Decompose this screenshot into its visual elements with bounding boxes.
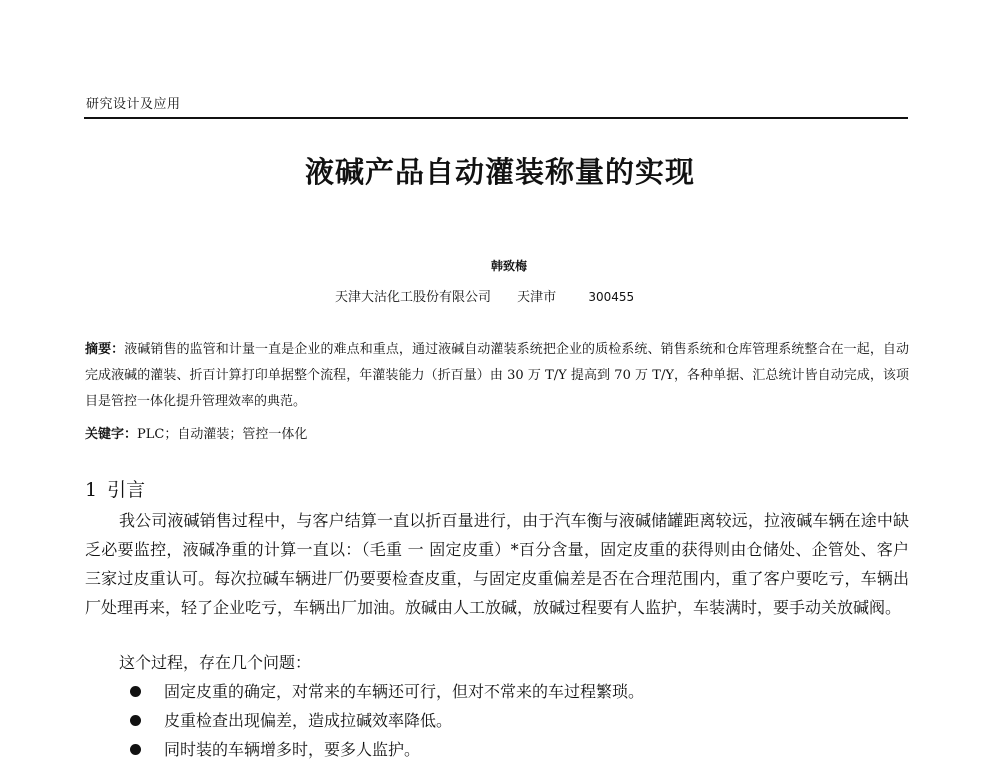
running-head: 研究设计及应用	[86, 97, 181, 112]
list-item-text: 同时装的车辆增多时，要多人监护。	[164, 740, 421, 759]
list-item	[126, 735, 906, 764]
article-title: 液碱产品自动灌装称量的实现	[304, 155, 695, 189]
keywords-label: 关键字：	[85, 427, 138, 442]
author-name: 韩致梅	[490, 259, 527, 273]
bullet-icon	[130, 744, 141, 755]
list-item	[126, 706, 906, 735]
affiliation-org: 天津大沽化工股份有限公司	[335, 290, 492, 305]
abstract-text: 液碱销售的监管和计量一直是企业的难点和重点，通过液碱自动灌装系统把企业的质检系统、销售系统和仓库管理系统整合在一起，自动完成液碱的灌装、折百计算打印单据整个流程，年灌装能力（折百量）由 30 万 T/Y 提高到 70 万 T/Y，各种单据、汇总统计皆自动完成，该项目是管控一体化提升管理效率的典范。	[85, 342, 909, 409]
list-item	[126, 677, 906, 706]
body-paragraph-1: 我公司液碱销售过程中，与客户结算一直以折百量进行，由于汽车衡与液碱储罐距离较远，拉液碱车辆在途中缺乏必要监控，液碱净重的计算一直以：（毛重 一 固定皮重）*百分含量，固定皮重的获得则由仓储处、企管处、客户三家过皮重认可。每次拉碱车辆进厂仍要要检查皮重，与固定皮重偏差是否在合理范围内，重了客户要吃亏，车辆出厂处理再来，轻了企业吃亏，车辆出厂加油。放碱由人工放碱，放碱过程要有人监护，车装满时，要手动关放碱阀。	[85, 511, 909, 617]
affiliation	[335, 286, 634, 305]
affiliation-city: 天津市	[517, 290, 557, 305]
abstract	[85, 337, 909, 415]
section-heading	[85, 475, 145, 502]
bullet-icon	[130, 715, 141, 726]
affiliation-zip: 300455	[588, 290, 635, 304]
keywords-text: PLC；自动灌装；管控一体化	[137, 427, 308, 442]
abstract-label: 摘要：	[85, 342, 125, 357]
list-item-text: 固定皮重的确定，对常来的车辆还可行，但对不常来的车过程繁琐。	[164, 682, 645, 701]
section-number: 1	[85, 479, 98, 501]
bullet-icon	[130, 686, 141, 697]
header-rule	[84, 117, 908, 119]
keywords	[85, 422, 307, 448]
section-title: 引言	[107, 479, 146, 501]
body-paragraph-2: 这个过程，存在几个问题：	[119, 653, 312, 672]
list-item-text: 皮重检查出现偏差，造成拉碱效率降低。	[164, 711, 453, 730]
